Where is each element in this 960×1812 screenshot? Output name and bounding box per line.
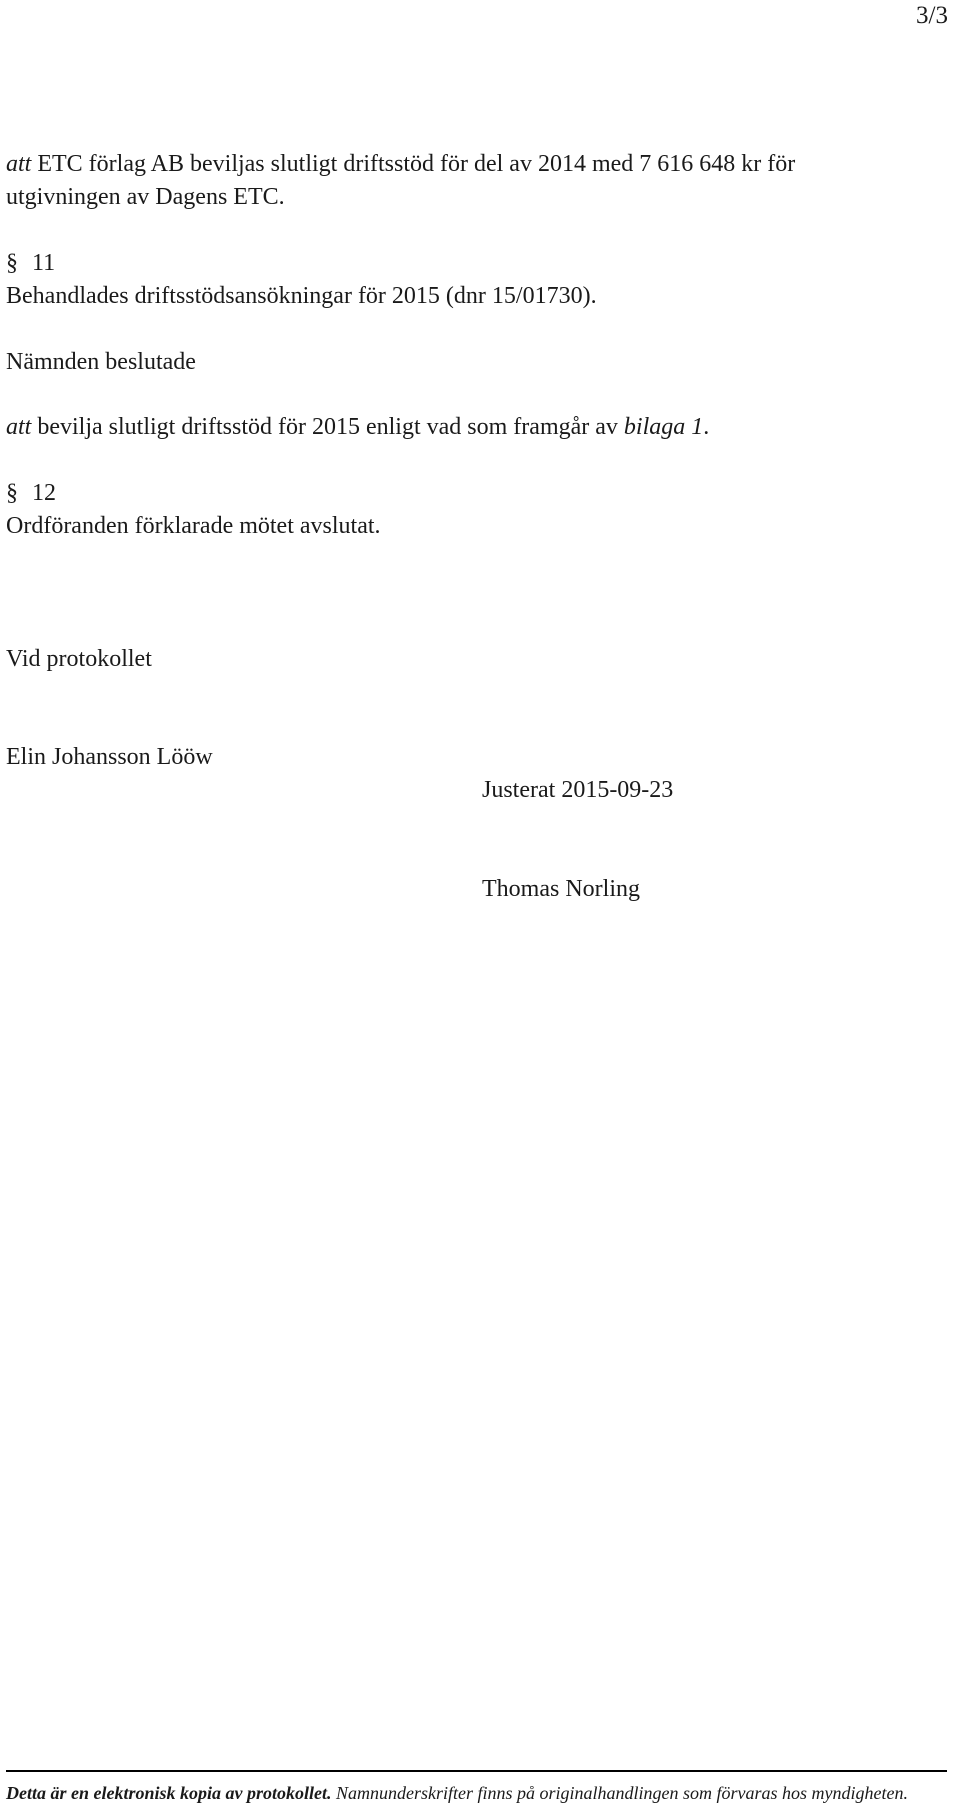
item-12-description: Ordföranden förklarade mötet avslutat.	[6, 513, 381, 539]
decision-text: bevilja slutligt driftsstöd för 2015 enligt vad som framgår av	[31, 414, 624, 440]
item-11-description: Behandlades driftsstödsansökningar för 2015 (dnr 15/01730).	[6, 283, 597, 309]
adjusted-label: Justerat 2015-09-23	[482, 777, 674, 803]
section-symbol: §	[6, 480, 18, 506]
section-number: 11	[32, 250, 56, 276]
secretary-name: Elin Johansson Lööw	[6, 744, 213, 770]
section-number: 12	[32, 480, 56, 506]
page-number: 3/3	[916, 2, 948, 29]
section-heading-11	[6, 247, 55, 280]
att-word: att	[6, 414, 32, 440]
decision-paragraph	[6, 411, 709, 444]
protocol-label: Vid protokollet	[6, 646, 152, 672]
adjuster-name: Thomas Norling	[482, 876, 640, 902]
footer-divider	[6, 1770, 947, 1772]
attachment-reference: bilaga 1	[623, 414, 704, 440]
item-10-line-1-text: ETC förlag AB beviljas slutligt driftsstöd för del av 2014 med 7 616 648 kr för	[31, 151, 796, 177]
paragraph-item-10-line-1	[6, 148, 795, 181]
section-heading-12	[6, 477, 56, 510]
item-10-line-2-text: utgivningen av Dagens ETC.	[6, 184, 285, 210]
footer-note	[6, 1781, 908, 1805]
footer-rest-text: Namnunderskrifter finns på originalhandlingen som förvaras hos myndigheten.	[331, 1783, 908, 1803]
att-word: att	[6, 151, 32, 177]
section-symbol: §	[6, 250, 18, 276]
decision-intro: Nämnden beslutade	[6, 349, 196, 375]
decision-end: .	[703, 414, 710, 440]
footer-bold-text: Detta är en elektronisk kopia av protokollet.	[6, 1783, 332, 1803]
